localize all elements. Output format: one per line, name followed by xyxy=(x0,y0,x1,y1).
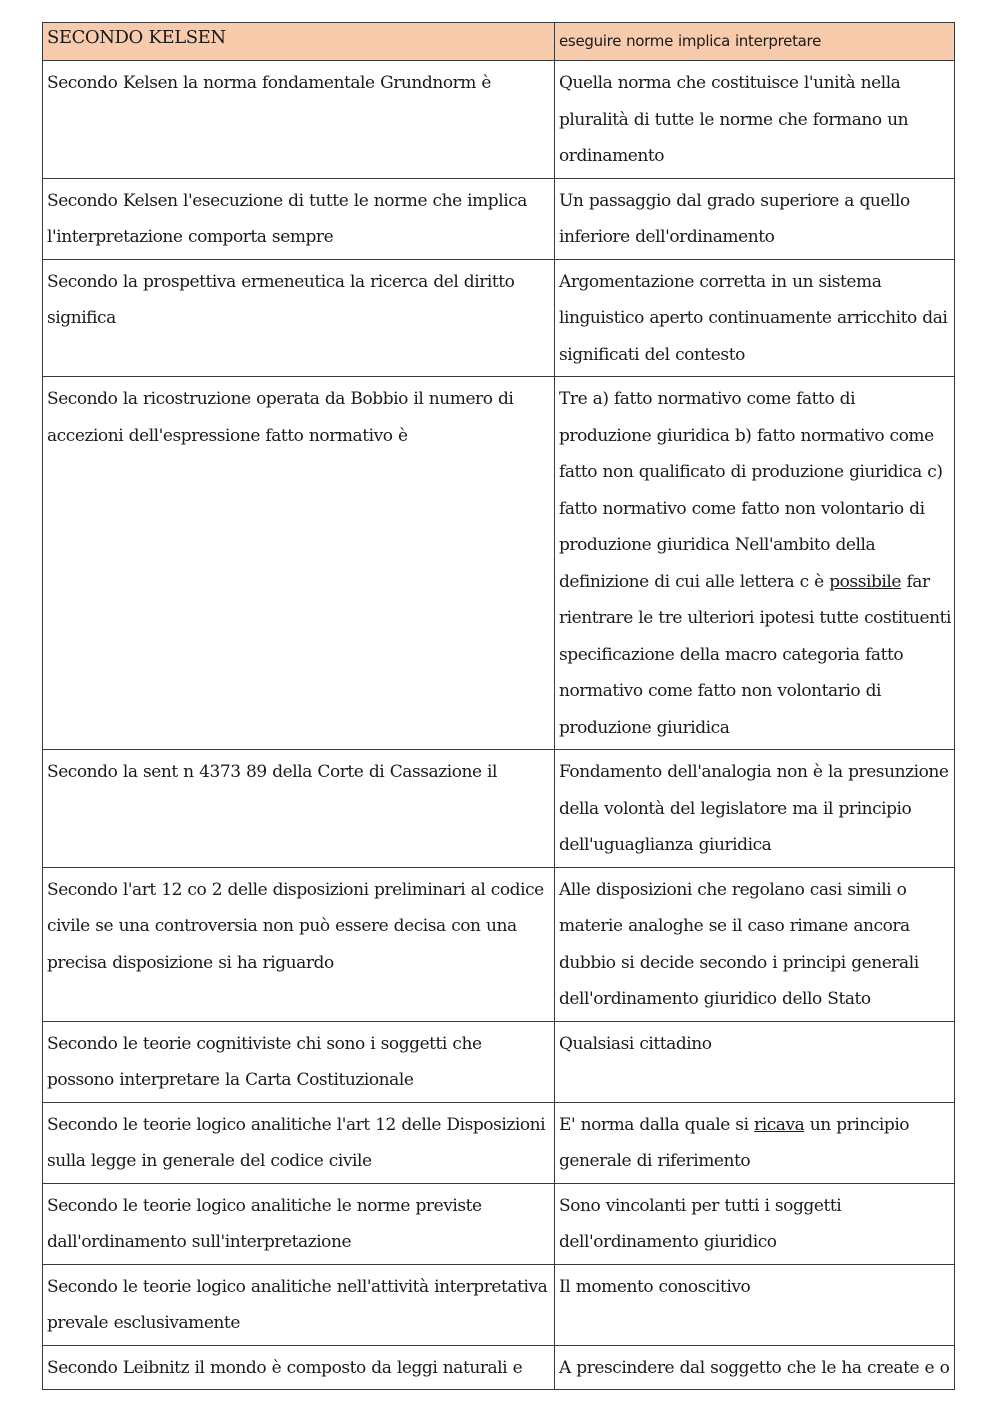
answer-text: Tre a) fatto normativo come fatto di produzione giuridica b) fatto normativo come fatto non qualificato di produzione giuridica c) fatto normativo come fatto non volontario di produzione giuridica Nell'ambito della definizione di cui alle lettera c è xyxy=(559,389,943,592)
question-cell: Secondo le teorie logico analitiche l'art 12 delle Disposizioni sulla legge in generale del codice civile xyxy=(43,1102,555,1183)
table-row xyxy=(43,867,955,1021)
question-cell: Secondo la ricostruzione operata da Bobbio il numero di accezioni dell'espressione fatto normativo è xyxy=(43,377,555,750)
table-row xyxy=(43,1345,955,1390)
answer-cell xyxy=(555,377,955,750)
question-cell: Secondo Kelsen l'esecuzione di tutte le norme che implica l'interpretazione comporta sempre xyxy=(43,178,555,259)
table-row xyxy=(43,61,955,179)
answer-cell: Argomentazione corretta in un sistema linguistico aperto continuamente arricchito dai significati del contesto xyxy=(555,259,955,377)
answer-cell: A prescindere dal soggetto che le ha create e o xyxy=(555,1345,955,1390)
document-page xyxy=(42,22,954,1390)
table-row xyxy=(43,1102,955,1183)
question-cell: Secondo l'art 12 co 2 delle disposizioni preliminari al codice civile se una controversia non può essere decisa con una precisa disposizione si ha riguardo xyxy=(43,867,555,1021)
question-cell: Secondo le teorie cognitiviste chi sono i soggetti che possono interpretare la Carta Costituzionale xyxy=(43,1021,555,1102)
answer-cell: Alle disposizioni che regolano casi simili o materie analoghe se il caso rimane ancora dubbio si decide secondo i principi generali dell'ordinamento giuridico dello Stato xyxy=(555,867,955,1021)
table-row xyxy=(43,750,955,868)
answer-cell: Fondamento dell'analogia non è la presunzione della volontà del legislatore ma il principio dell'uguaglianza giuridica xyxy=(555,750,955,868)
question-cell: Secondo le teorie logico analitiche le norme previste dall'ordinamento sull'interpretazione xyxy=(43,1183,555,1264)
table-row xyxy=(43,377,955,750)
question-cell: Secondo la prospettiva ermeneutica la ricerca del diritto significa xyxy=(43,259,555,377)
question-cell: Secondo Leibnitz il mondo è composto da leggi naturali e xyxy=(43,1345,555,1390)
table-row xyxy=(43,1264,955,1345)
table-row xyxy=(43,1021,955,1102)
table-row xyxy=(43,1183,955,1264)
answer-text: un principio generale di riferimento xyxy=(559,1114,910,1171)
answer-cell: Sono vincolanti per tutti i soggetti dell'ordinamento giuridico xyxy=(555,1183,955,1264)
answer-cell: Un passaggio dal grado superiore a quello inferiore dell'ordinamento xyxy=(555,178,955,259)
answer-text: far rientrare le tre ulteriori ipotesi tutte costituenti specificazione della macro categoria fatto normativo come fatto non volontario di produzione giuridica xyxy=(559,571,951,738)
question-cell: Secondo le teorie logico analitiche nell'attività interpretativa prevale esclusivamente xyxy=(43,1264,555,1345)
header-title: SECONDO KELSEN xyxy=(43,23,555,61)
table-row xyxy=(43,178,955,259)
answer-cell: Qualsiasi cittadino xyxy=(555,1021,955,1102)
question-cell: Secondo la sent n 4373 89 della Corte di Cassazione il xyxy=(43,750,555,868)
question-cell: Secondo Kelsen la norma fondamentale Grundnorm è xyxy=(43,61,555,179)
header-subtitle: eseguire norme implica interpretare xyxy=(555,23,955,61)
underlined-word: ricava xyxy=(754,1114,805,1135)
answer-cell: Quella norma che costituisce l'unità nella pluralità di tutte le norme che formano un ordinamento xyxy=(555,61,955,179)
underlined-word: possibile xyxy=(829,571,901,592)
qa-table xyxy=(42,22,955,1390)
answer-cell: Il momento conoscitivo xyxy=(555,1264,955,1345)
answer-text: E' norma dalla quale si xyxy=(559,1114,749,1135)
answer-cell xyxy=(555,1102,955,1183)
table-header-row xyxy=(43,23,955,61)
table-row xyxy=(43,259,955,377)
